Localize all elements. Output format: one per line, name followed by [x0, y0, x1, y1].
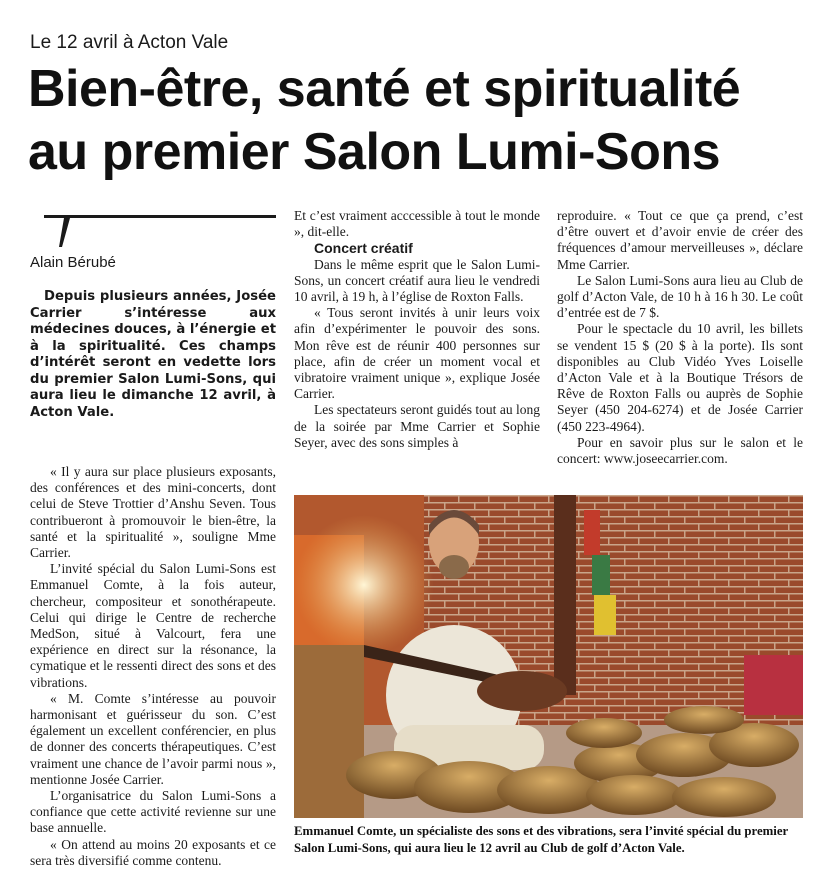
col2-paragraph-2: « Tous seront invités à unir leurs voix afin d’expérimenter le pouvoir des sons. Mon rêve est de réunir 400 personnes sur place, afin de créer un moment vocal et vibratoire vraiment unique », explique Josée Carrier.: [294, 305, 540, 402]
col2-paragraph-1: Dans le même esprit que le Salon Lumi-Sons, un concert créatif aura lieu le vendredi 10 avril, à 19 h, à l’église de Roxton Falls.: [294, 256, 540, 305]
article-headline: [28, 58, 808, 184]
column-3: [557, 208, 803, 467]
byline-quote-icon: [42, 213, 278, 249]
photo-caption: Emmanuel Comte, un spécialiste des sons et des vibrations, sera l’invité spécial du premier Salon Lumi-Sons, qui aura lieu le 12 avril au Club de golf d’Acton Vale.: [294, 824, 788, 855]
col2-paragraph-3: Les spectateurs seront guidés tout au long de la soirée par Mme Carrier et Sophie Seyer, avec des sons simples à: [294, 402, 540, 450]
column-1: [30, 464, 276, 869]
col1-paragraph-4: L’organisatrice du Salon Lumi-Sons a confiance que cette activité revienne sur une base annuelle.: [30, 788, 276, 836]
author-byline: Alain Bérubé: [30, 254, 116, 271]
article-kicker: Le 12 avril à Acton Vale: [30, 32, 229, 53]
headline-line-2: au premier Salon Lumi-Sons: [28, 123, 721, 181]
col2-continuation: Et c’est vraiment acccessible à tout le monde », dit-elle.: [294, 208, 540, 240]
col3-paragraph-3: Pour en savoir plus sur le salon et le concert: www.joseecarrier.com.: [557, 434, 803, 467]
col1-paragraph-1: « Il y aura sur place plusieurs exposants, des conférences et des mini-concerts, dont celui de Steve Trottier d’Anshu Seven. Tous contribueront à promouvoir le bien-être, la santé et la spiritualité », souligne Mme Carrier.: [30, 464, 276, 561]
headline-line-1: Bien-être, santé et spiritualité: [28, 60, 741, 118]
col3-paragraph-2: Pour le spectacle du 10 avril, les billets se vendent 15 $ (20 $ à la porte). Ils sont disponibles au Club Vidéo Yves Loiselle d’Acton Vale et à la Boutique Trésors de Rêve de Roxton Falls ou auprès de Sophie Seyer (450 204-6274) et de Josée Carrier (450 223-4964).: [557, 321, 803, 434]
col1-paragraph-5: « On attend au moins 20 exposants et ce sera très diversifié comme contenu.: [30, 836, 276, 868]
col3-continuation: reproduire. « Tout ce que ça prend, c’est d’être ouvert et d’avoir envie de créer des fréquences d’amour merveilleuses », déclare Mme Carrier.: [557, 208, 803, 272]
col1-paragraph-2: L’invité spécial du Salon Lumi-Sons est Emmanuel Comte, à la fois auteur, chercheur, compositeur et sonothérapeute. Celui qui dirige le Centre de recherche MedSon, situé à Valcourt, fera une expérience en direct sur la résonance, la cymatique et le ressenti direct des sons et des vibrations.: [30, 561, 276, 690]
column-2: [294, 208, 540, 451]
col1-paragraph-3: « M. Comte s’intéresse au pouvoir harmonisant et guérisseur du son. C’est également un excellent conférencier, en plus de donner des concerts thérapeutiques. C’est vraiment une chance de l’avoir parmi nous », mentionne Josée Carrier.: [30, 690, 276, 787]
article-photo: [294, 495, 803, 818]
col3-paragraph-1: Le Salon Lumi-Sons aura lieu au Club de golf d’Acton Vale, de 10 h à 16 h 30. Le coût d’entrée est de 7 $.: [557, 272, 803, 321]
lead-paragraph: Depuis plusieurs années, Josée Carrier s’intéresse aux médecines douces, à l’énergie et à la spiritualité. Ces champs d’intérêt seront en vedette lors du premier Salon Lumi-Sons, qui aura lieu le dimanche 12 avril, à Acton Vale.: [30, 289, 276, 420]
section-subhead: Concert créatif: [314, 240, 413, 257]
